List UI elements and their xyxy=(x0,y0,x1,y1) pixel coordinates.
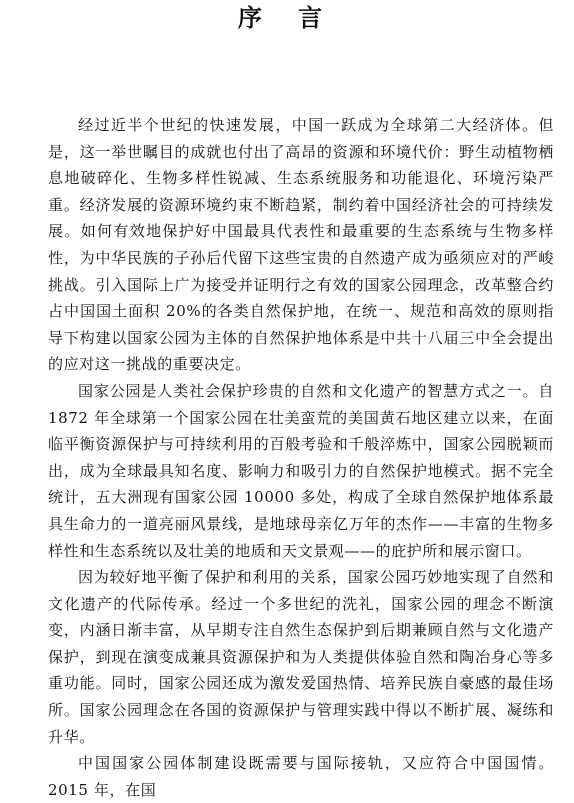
paragraph-2: 国家公园是人类社会保护珍贵的自然和文化遗产的智慧方式之一。自 1872 年全球第一个国家公园在壮美蛮荒的美国黄石地区建立以来，在面临平衡资源保护与可持续利用的百般考验和千般淬炼中，国家公园脱颖而出，成为全球最具知名度、影响力和吸引力的自然保护地模式。据不完全统计，五大洲现有国家公园 10000 多处，构成了全球自然保护地体系最具生命力的一道亮丽风景线，是地球母亲亿万年的杰作——丰富的生物多样性和生态系统以及壮美的地质和天文景观——的庇护所和展示窗口。 xyxy=(48,381,554,560)
body-text xyxy=(48,112,554,803)
paragraph-1: 经过近半个世纪的快速发展，中国一跃成为全球第二大经济体。但是，这一举世瞩目的成就也付出了高昂的资源和环境代价：野生动植物栖息地破碎化、生物多样性锐减、生态系统服务和功能退化、环境污染严重。经济发展的资源环境约束不断趋紧，制约着中国经济社会的可持续发展。如何有效地保护好中国最具代表性和最重要的生态系统与生物多样性，为中华民族的子孙后代留下这些宝贵的自然遗产成为亟须应对的严峻挑战。引入国际上广为接受并证明行之有效的国家公园理念，改革整合约占中国国土面积 20%的各类自然保护地，在统一、规范和高效的原则指导下构建以国家公园为主体的自然保护地体系是中共十八届三中全会提出的应对这一挑战的重要决定。 xyxy=(48,116,554,374)
page-title: 序 言 xyxy=(237,4,337,32)
paragraph-3: 因为较好地平衡了保护和利用的关系，国家公园巧妙地实现了自然和文化遗产的代际传承。经过一个多世纪的洗礼，国家公园的理念不断演变，内涵日渐丰富，从早期专注自然生态保护到后期兼顾自然与文化遗产保护，到现在演变成兼具资源保护和为人类提供体验自然和陶冶身心等多重功能。同时，国家公园还成为激发爱国热情、培养民族自豪感的最佳场所。国家公园理念在各国的资源保护与管理实践中得以不断扩展、凝练和升华。 xyxy=(48,568,554,746)
paragraph-4: 中国国家公园体制建设既需要与国际接轨，又应符合中国国情。2015 年，在国 xyxy=(48,754,554,799)
